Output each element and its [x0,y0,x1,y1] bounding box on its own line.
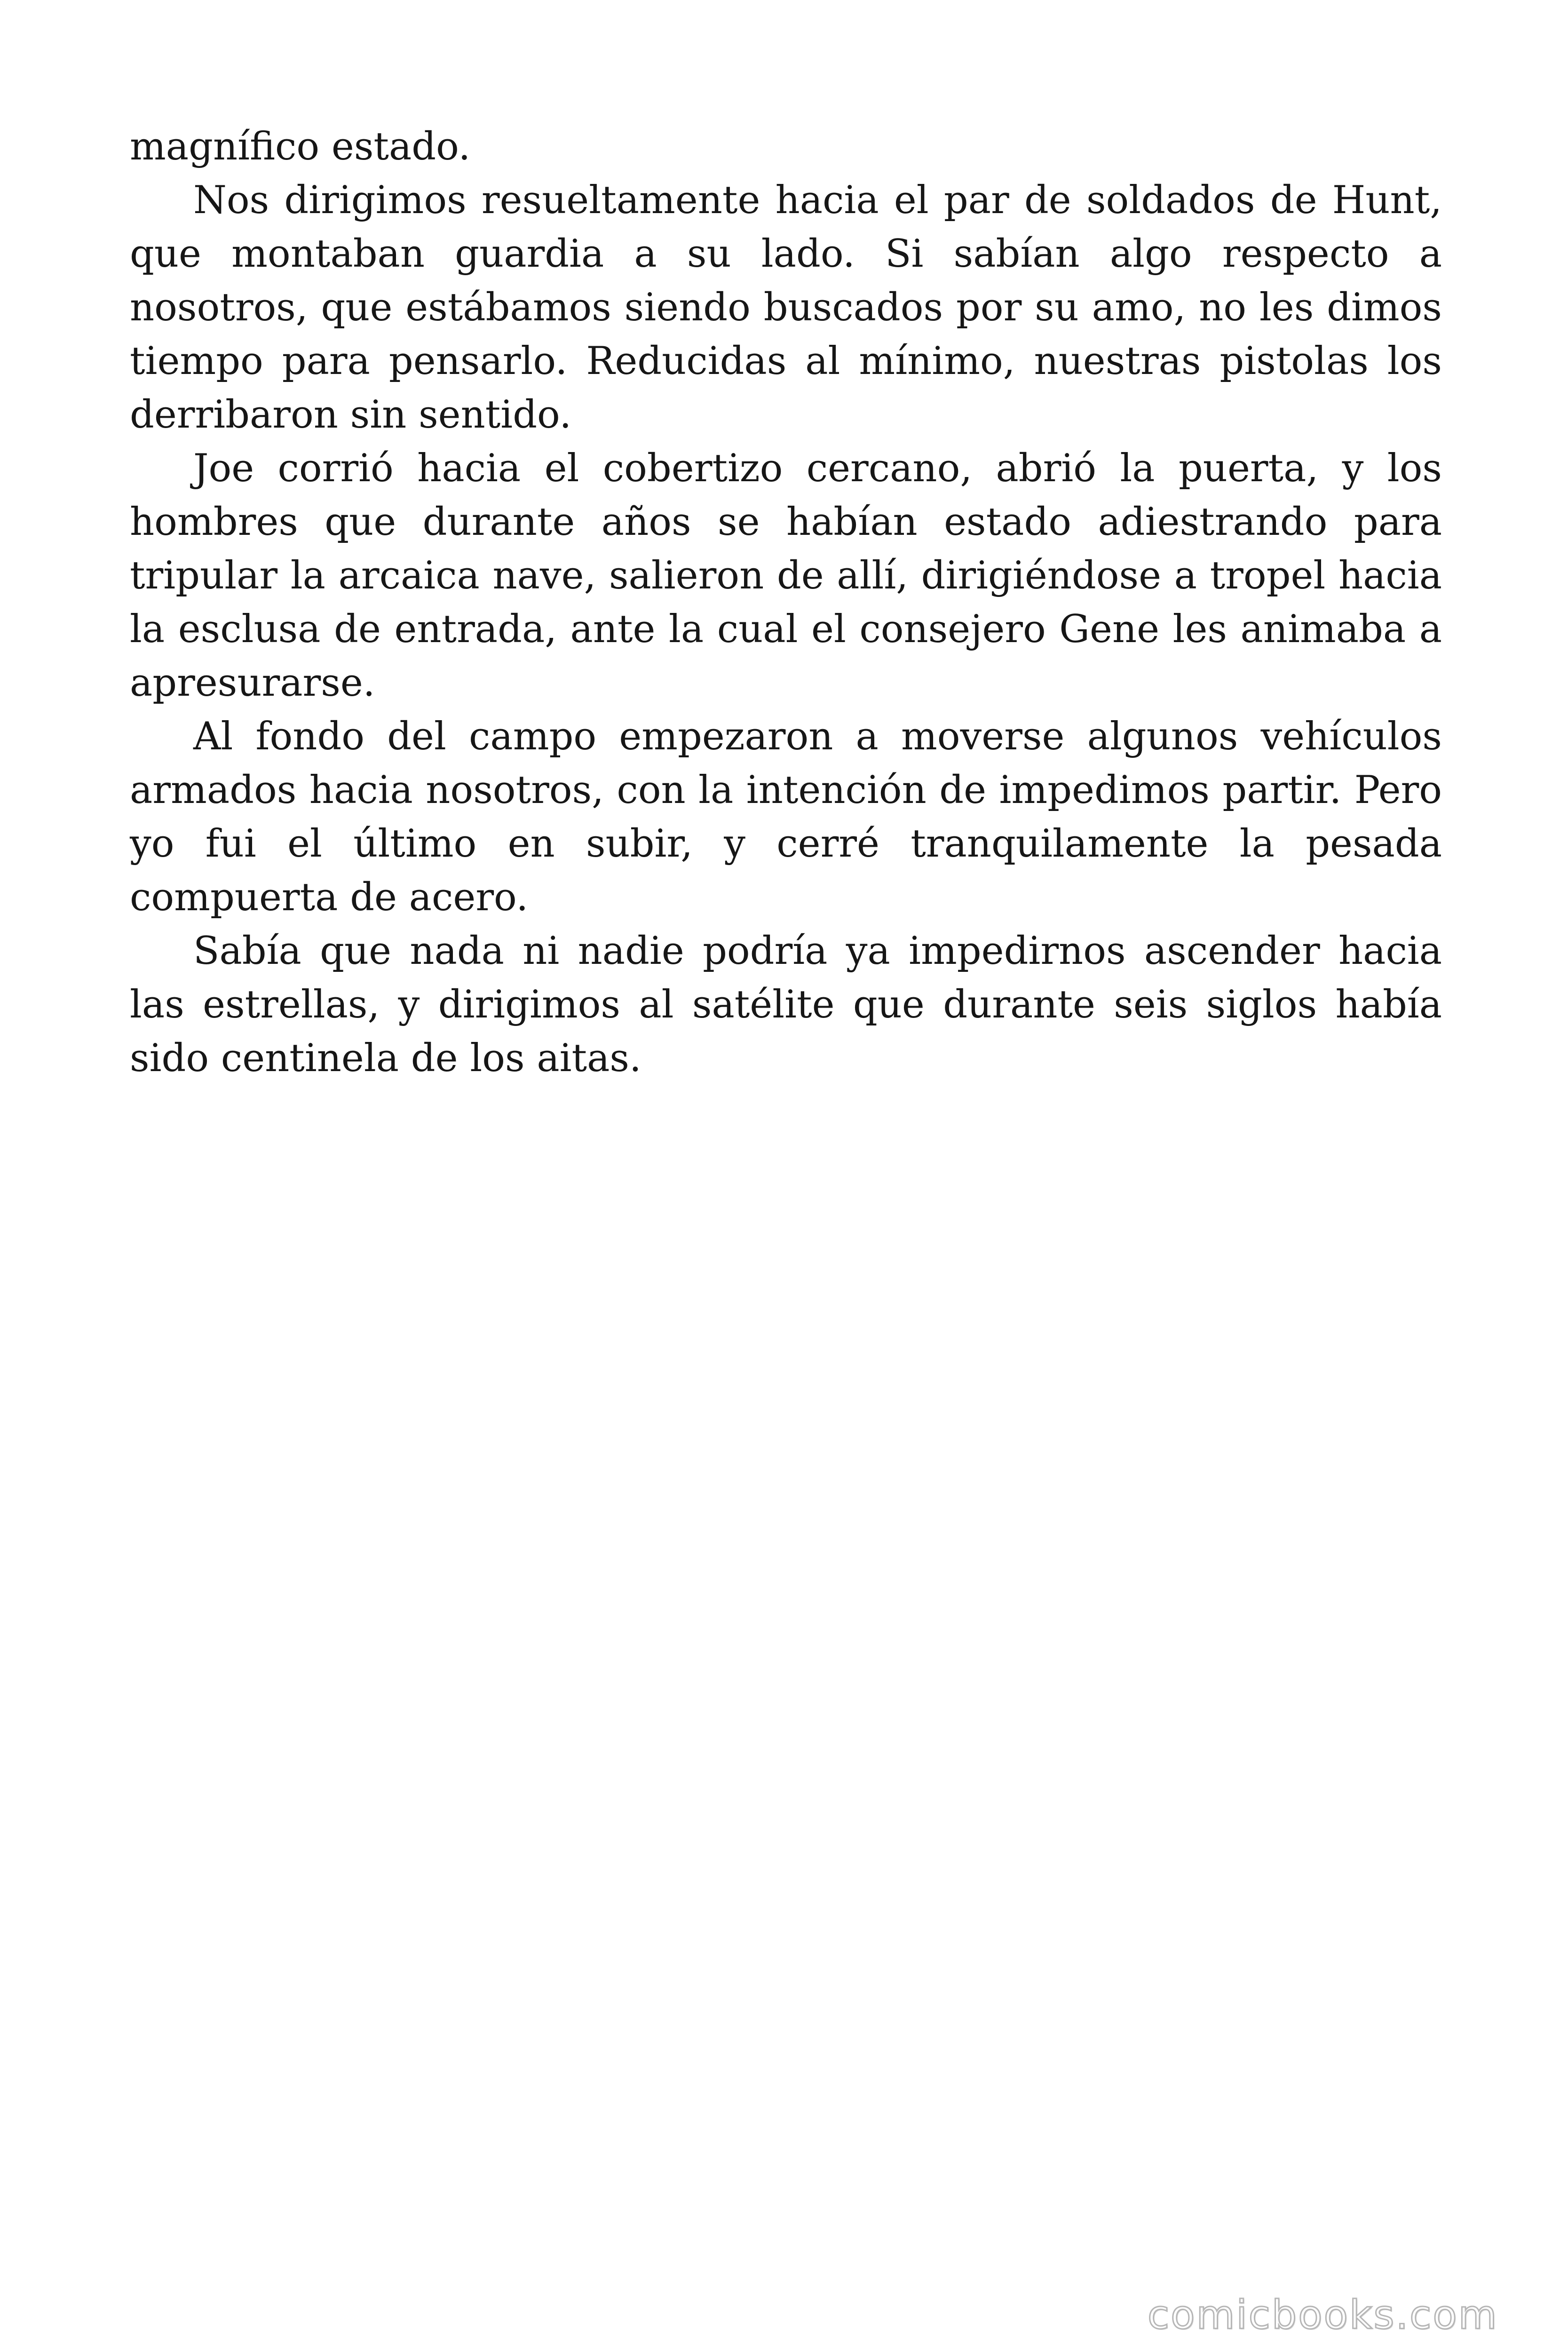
paragraph: Nos dirigimos resueltamente hacia el par de soldados de Hunt, que montaban guardia a su lado. Si sabían algo respecto a nosotros, que estábamos siendo buscados por su amo, no les dimos tiempo para pensarlo. Reducidas al mínimo, nuestras pistolas los derribaron sin sentido. [130,178,1442,437]
paragraph-continued: magnífico estado. [130,125,471,169]
body-text [130,120,1442,1085]
paragraph: Al fondo del campo empezaron a moverse algunos vehículos armados hacia nosotros, con la intención de impedimos partir. Pero yo fui el último en subir, y cerré tranquilamente la pesada compuerta de acero. [130,715,1442,920]
watermark-logo: comicbooks.com [1148,2292,1498,2338]
paragraph: Sabía que nada ni nadie podría ya impedirnos ascender hacia las estrellas, y dirigimos al satélite que durante seis siglos había sido centinela de los aitas. [130,929,1442,1081]
paragraph: Joe corrió hacia el cobertizo cercano, abrió la puerta, y los hombres que durante años se habían estado adiestrando para tripular la arcaica nave, salieron de allí, dirigiéndose a tropel hacia la esclusa de entrada, ante la cual el consejero Gene les animaba a apresurarse. [130,446,1442,705]
